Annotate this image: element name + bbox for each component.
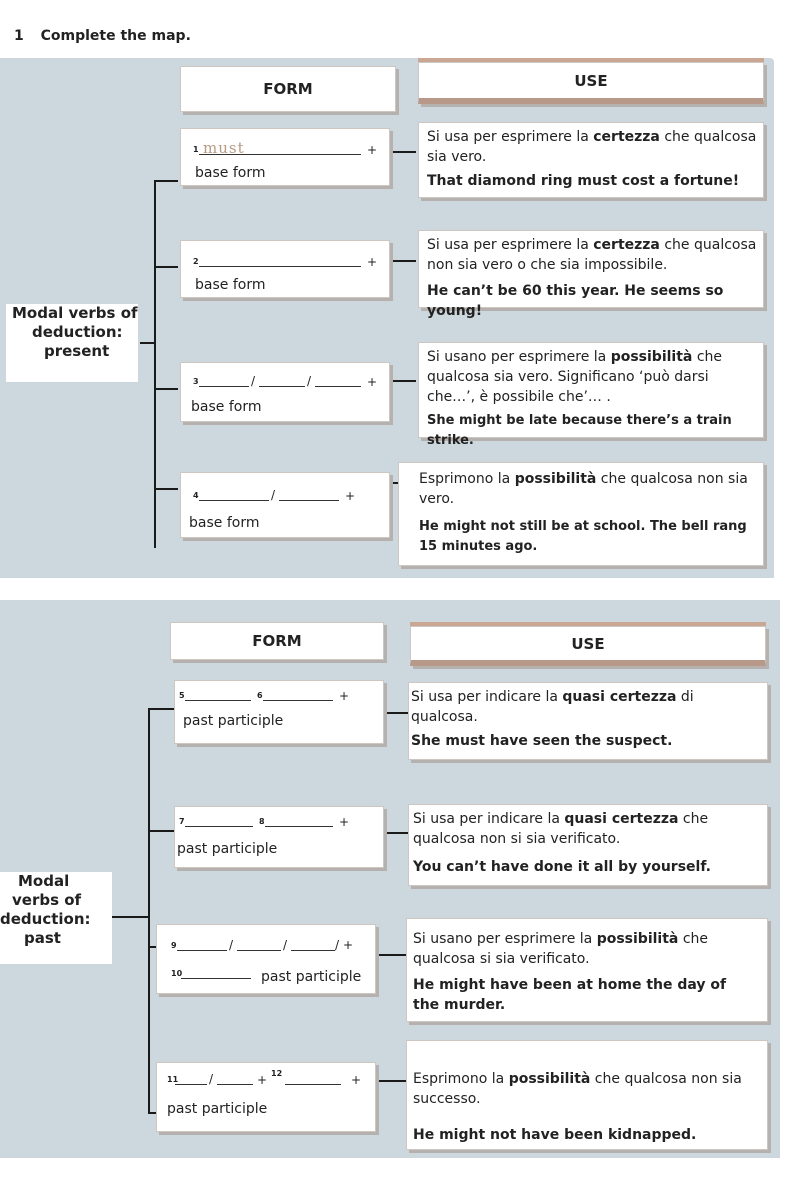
use-box-9-10: Si usano per esprimere la possibilità che qualcosa si sia verificato. He might have been at home the day of the murder. bbox=[406, 918, 768, 1022]
exercise-header bbox=[14, 28, 191, 44]
connector-trunk bbox=[148, 708, 150, 1114]
connector bbox=[154, 180, 178, 182]
exercise-instruction: Complete the map. bbox=[40, 28, 191, 44]
answer-blank-6[interactable] bbox=[263, 687, 333, 701]
answer-blank-7[interactable] bbox=[185, 813, 253, 827]
connector bbox=[148, 830, 174, 832]
form-box-11-12: 11 / + 12 + past participle bbox=[156, 1062, 376, 1132]
answer-1: must bbox=[203, 139, 245, 157]
answer-blank-2[interactable] bbox=[199, 253, 361, 267]
use-box-4: Esprimono la possibilità che qualcosa non sia vero. He might not still be at school. The bell rang 15 minutes ago. bbox=[398, 462, 764, 566]
answer-blank-12[interactable] bbox=[285, 1071, 341, 1085]
answer-blank-9c[interactable] bbox=[291, 937, 335, 951]
connector bbox=[112, 916, 150, 918]
form-box-5-6: 5 6 + past participle bbox=[174, 680, 384, 744]
connector-trunk bbox=[154, 180, 156, 548]
connector bbox=[384, 712, 408, 714]
use-header: USE bbox=[418, 62, 764, 104]
connector bbox=[376, 954, 408, 956]
form-box-9-10: 9 / / / + 10 past participle bbox=[156, 924, 376, 994]
answer-blank-11a[interactable] bbox=[175, 1071, 207, 1085]
answer-blank-9b[interactable] bbox=[237, 937, 281, 951]
center-label: Modal verbs of deduction: present bbox=[6, 304, 138, 382]
connector bbox=[148, 708, 174, 710]
answer-blank-3c[interactable] bbox=[315, 373, 361, 387]
connector bbox=[154, 388, 178, 390]
connector bbox=[154, 488, 178, 490]
answer-blank-11b[interactable] bbox=[217, 1071, 253, 1085]
form-box-3: 3 / / + base form bbox=[180, 362, 390, 422]
use-box-7-8: Si usa per indicare la quasi certezza che qualcosa non si sia verificato. You can’t have done it all by yourself. bbox=[408, 804, 768, 886]
answer-blank-1[interactable] bbox=[199, 141, 361, 155]
connector bbox=[390, 151, 416, 153]
use-box-2: Si usa per esprimere la certezza che qualcosa non sia vero o che sia impossibile. He can’t be 60 this year. He seems so young! bbox=[418, 230, 764, 308]
answer-blank-5[interactable] bbox=[185, 687, 251, 701]
use-box-5-6: Si usa per indicare la quasi certezza di qualcosa. She must have seen the suspect. bbox=[408, 682, 768, 760]
answer-blank-4a[interactable] bbox=[199, 487, 269, 501]
form-box-2: 2 + base form bbox=[180, 240, 390, 298]
form-header-past: FORM bbox=[170, 622, 384, 660]
center-label-past: Modal verbs of deduction: past bbox=[0, 872, 112, 964]
use-box-3: Si usano per esprimere la possibilità che qualcosa sia vero. Significano ‘può darsi che…’, è possibile che’… . She might be late because there’s a train strike. bbox=[418, 342, 764, 438]
connector bbox=[384, 832, 408, 834]
form-header: FORM bbox=[180, 66, 396, 112]
connector bbox=[148, 1112, 156, 1114]
connector bbox=[390, 260, 416, 262]
answer-blank-9a[interactable] bbox=[177, 937, 227, 951]
connector bbox=[390, 380, 416, 382]
use-box-1: Si usa per esprimere la certezza che qualcosa sia vero. That diamond ring must cost a fortune! bbox=[418, 122, 764, 198]
present-deduction-panel bbox=[0, 58, 774, 578]
use-box-11-12: Esprimono la possibilità che qualcosa non sia successo. He might not have been kidnapped. bbox=[406, 1040, 768, 1150]
answer-blank-10[interactable] bbox=[181, 965, 251, 979]
form-box-1: 1 must + base form bbox=[180, 128, 390, 186]
answer-blank-8[interactable] bbox=[265, 813, 333, 827]
connector bbox=[140, 342, 156, 344]
connector bbox=[376, 1080, 408, 1082]
answer-blank-3a[interactable] bbox=[199, 373, 249, 387]
past-deduction-panel bbox=[0, 600, 780, 1158]
form-box-4: 4 / + base form bbox=[180, 472, 390, 538]
answer-blank-3b[interactable] bbox=[259, 373, 305, 387]
use-header-past: USE bbox=[410, 626, 766, 666]
exercise-number: 1 bbox=[14, 28, 24, 44]
answer-blank-4b[interactable] bbox=[279, 487, 339, 501]
form-box-7-8: 7 8 + past participle bbox=[174, 806, 384, 868]
connector bbox=[154, 266, 178, 268]
